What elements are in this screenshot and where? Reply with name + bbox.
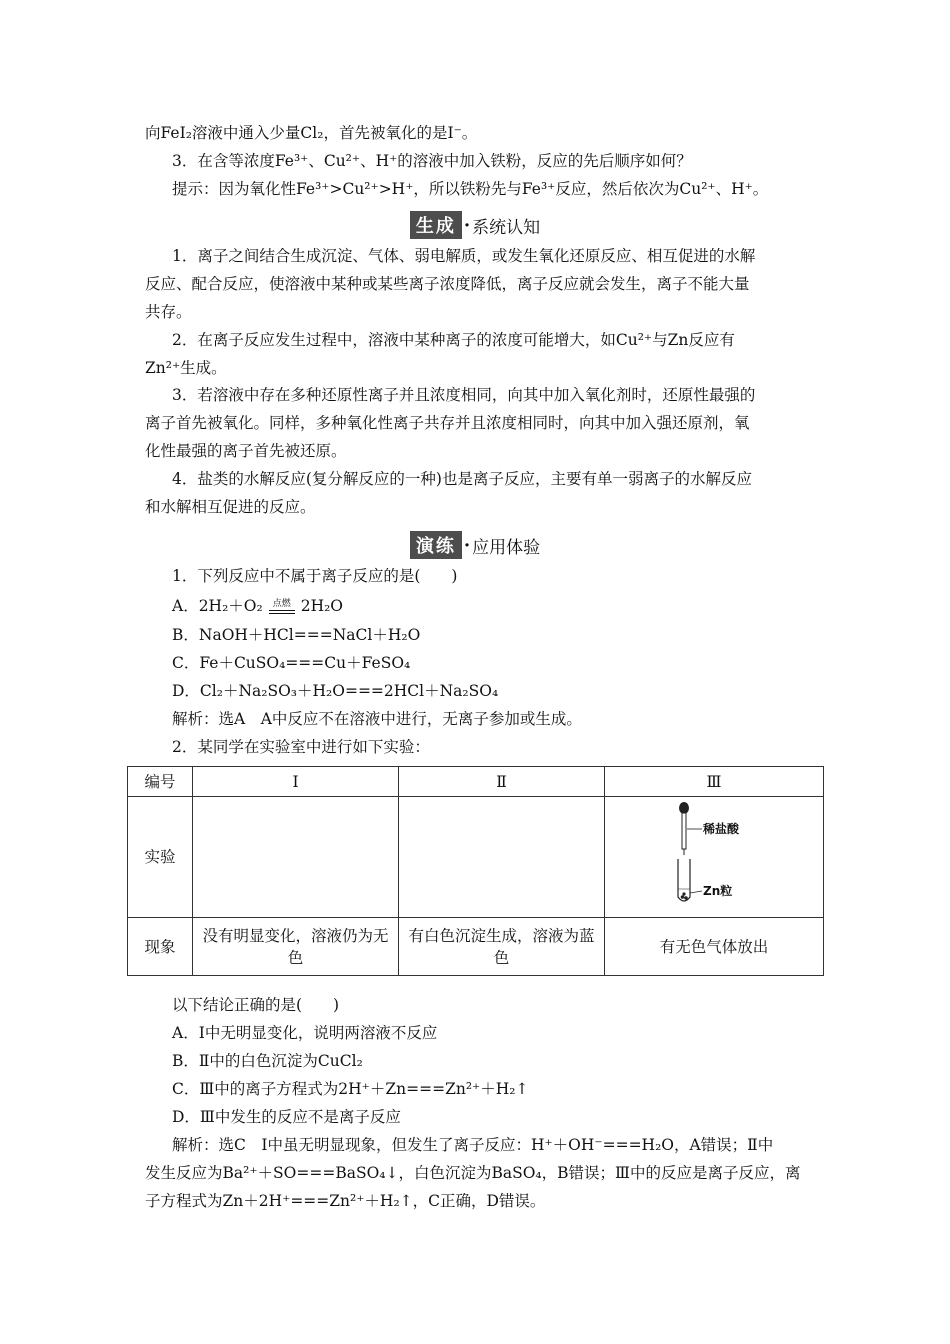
paragraph-3c: 化性最强的离子首先被还原。 (145, 442, 347, 460)
experiment-diagram-cell (605, 797, 824, 918)
paragraph-2a: 2．在离子反应发生过程中，溶液中某种离子的浓度可能增大，如Cu²⁺与Zn反应有 (172, 331, 735, 349)
section-title: 应用体验 (472, 537, 541, 558)
option-1d: D．Cl₂＋Na₂SO₃＋H₂O===2HCl＋Na₂SO₄ (172, 682, 499, 700)
acid-label: 稀盐酸 (703, 822, 740, 836)
table-header-cell: Ⅱ (399, 767, 605, 797)
option-1b: B．NaOH＋HCl===NaCl＋H₂O (172, 626, 421, 644)
dropper-bulb (679, 802, 689, 814)
dropper-tube (682, 813, 686, 849)
table-cell: 有无色气体放出 (605, 918, 824, 976)
table-header-cell: Ⅰ (193, 767, 399, 797)
option-2b: B．Ⅱ中的白色沉淀为CuCl₂ (172, 1052, 363, 1070)
question-2-stem: 以下结论正确的是( ) (172, 996, 340, 1014)
answer-2a: 解析：选C Ⅰ中虽无明显现象，但发生了离子反应：H⁺＋OH⁻===H₂O，A错误；Ⅱ中 (172, 1136, 774, 1154)
table-header-row (128, 767, 824, 797)
zn-granule (682, 892, 685, 895)
section-dot: · (463, 214, 471, 236)
zn-granule (681, 895, 685, 899)
question-1: 1．下列反应中不属于离子反应的是( ) (172, 567, 458, 585)
paragraph-3b: 离子首先被氧化。同样，多种氧化性离子共存并且浓度相同时，向其中加入强还原剂，氧 (145, 414, 750, 432)
answer-1: 解析：选A A中反应不在溶液中进行，无离子参加或生成。 (172, 710, 582, 728)
dropper-test-tube-diagram (654, 799, 774, 909)
table-header-cell: Ⅲ (605, 767, 824, 797)
zn-granule (684, 896, 688, 900)
section-box-label: 演练 (410, 531, 462, 559)
option-1c: C．Fe＋CuSO₄===Cu＋FeSO₄ (172, 654, 411, 672)
option-2a: A．Ⅰ中无明显变化，说明两溶液不反应 (172, 1024, 438, 1042)
equation-arrow (269, 600, 295, 614)
paragraph-4a: 4．盐类的水解反应(复分解反应的一种)也是离子反应，主要有单一弱离子的水解反应 (172, 470, 752, 488)
answer-2b: 发生反应为Ba²⁺＋SO===BaSO₄↓，白色沉淀为BaSO₄，B错误；Ⅲ中的反应是离子反应，离 (145, 1164, 801, 1182)
table-header-cell: 编号 (128, 767, 193, 797)
table-cell: 有白色沉淀生成，溶液为蓝色 (399, 918, 605, 976)
experiment-table (127, 766, 824, 976)
section-box-label: 生成 (410, 211, 462, 239)
section-dot: · (463, 534, 471, 556)
option-1a-right: 2H₂O (300, 597, 344, 615)
equals-bars (269, 610, 295, 614)
paragraph-1c: 共存。 (145, 303, 192, 321)
option-1a-left: A．2H₂＋O₂ (172, 597, 263, 615)
table-cell-empty (399, 797, 605, 918)
answer-2c: 子方程式为Zn＋2H⁺===Zn²⁺＋H₂↑，C正确，D错误。 (145, 1192, 546, 1210)
paragraph-1b: 反应、配合反应，使溶液中某种或某些离子浓度降低，离子反应就会发生，离子不能大量 (145, 275, 750, 293)
intro-line: 向FeI₂溶液中通入少量Cl₂，首先被氧化的是I⁻。 (145, 124, 478, 142)
table-row-phenomenon (128, 918, 824, 976)
section-title: 系统认知 (472, 217, 541, 238)
hint-text: 提示：因为氧化性Fe³⁺>Cu²⁺>H⁺，所以铁粉先与Fe³⁺反应，然后依次为Cu²⁺、H⁺。 (172, 180, 769, 198)
option-2c: C．Ⅲ中的离子方程式为2H⁺＋Zn===Zn²⁺＋H₂↑ (172, 1080, 529, 1098)
paragraph-4b: 和水解相互促进的反应。 (145, 498, 316, 516)
leader-line (690, 891, 702, 893)
table-cell: 没有明显变化，溶液仍为无色 (193, 918, 399, 976)
paragraph-2b: Zn²⁺生成。 (145, 359, 227, 377)
section-banner-generate (0, 211, 950, 237)
table-row-experiment (128, 797, 824, 918)
row-label: 现象 (128, 918, 193, 976)
zn-label: Zn粒 (703, 884, 733, 898)
paragraph-3a: 3．若溶液中存在多种还原性离子并且浓度相同，向其中加入氧化剂时，还原性最强的 (172, 386, 756, 404)
option-2d: D．Ⅲ中发生的反应不是离子反应 (172, 1108, 401, 1126)
section-banner-practice (0, 531, 950, 557)
paragraph-1a: 1．离子之间结合生成沉淀、气体、弱电解质，或发生氧化还原反应、相互促进的水解 (172, 247, 756, 265)
table-cell-empty (193, 797, 399, 918)
condition-label: 点燃 (272, 599, 291, 609)
question-3: 3．在含等浓度Fe³⁺、Cu²⁺、H⁺的溶液中加入铁粉，反应的先后顺序如何？ (172, 152, 692, 170)
question-2: 2．某同学在实验室中进行如下实验： (172, 738, 430, 756)
row-label: 实验 (128, 797, 193, 918)
option-1a (172, 596, 815, 616)
